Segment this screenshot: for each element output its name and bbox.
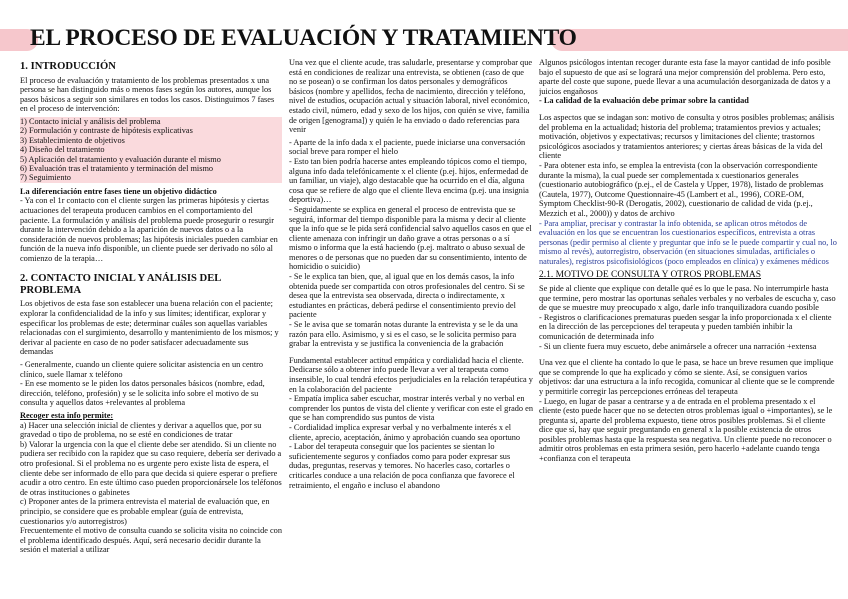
phase-item: 3) Establecimiento de objetivos: [20, 136, 282, 145]
phase-item: 6) Evaluación tras el tratamiento y terminación del mismo: [20, 164, 282, 173]
diff-title: La diferenciación entre fases tiene un objetivo didáctico: [20, 186, 217, 196]
col2-paragraph: Fundamental establecer actitud empática y cordialidad hacia el cliente. Dedicarse sólo a obtener info puede llevar a ver al terapeuta como insensible, lo cual tendrá efectos perjudiciales en la relación terapéutica y en la colaboración del paciente: [289, 355, 533, 394]
column-2: [289, 58, 533, 596]
phase-item: 5) Aplicación del tratamiento y evaluación durante el mismo: [20, 155, 282, 164]
col2-paragraph: - Se le explica tan bien, que, al igual que en los demás casos, la info obtenida puede ser compartida con otros profesionales del centro. Si se desea que la entrevista sea observada, directa o indirectamente, x estudiantes en prácticas, deberá pedirse el consentimiento previo del paciente: [289, 272, 525, 320]
col2-paragraph: - Esto tan bien podría hacerse antes empleando tópicos como el tiempo, alguna info dada telefónicamente x el cliente (p.ej. hijos, enfermedad de un familiar, un viaje), algo destacable que ha ocurrido en el día, alguna cosa que se refiere de algo que el cliente lleva encima (p.ej. una insignia deportiva)…: [289, 156, 529, 205]
section-heading-introduccion: 1. INTRODUCCIÓN: [20, 61, 116, 72]
permite-a: a) Hacer una selección inicial de clientes y derivar a aquellos que, por su gravedad o tipo de problema, no se esté en condiciones de tratar: [20, 420, 262, 440]
title-decoration-right: [551, 29, 848, 51]
phases-list: [20, 117, 282, 183]
phase-item: 7) Seguimiento: [20, 173, 282, 182]
col2-paragraph: - Labor del terapeuta conseguir que los pacientes se sientan lo suficientemente seguros y confiados como para poder expresar sus dudas, preguntas, reservas y temores. No hacerles caso, cortarles o criticarles conduce a una relación de poca confianza que favorece el retraimiento, el engaño e incluso el abandono: [289, 442, 515, 490]
col3-paragraph: - Si un cliente fuera muy escueto, debe animársele a ofrecer una narración +extensa: [539, 341, 817, 351]
section-heading-contacto: 2. CONTACTO INICIAL Y ANÁLISIS DEL PROBLEMA: [20, 273, 221, 296]
diff-paragraph: - Ya con el 1r contacto con el cliente surgen las primeras hipótesis y ciertas actuaciones del terapeuta producen cambios en el comportamiento del paciente. La formulación y análisis del problema puede prosegurir o resurgir durante la intervención debido a la aparición de nuevos datos o a la consideración de nuevos problemas; las hipótesis iniciales pueden cambiar en función de la nueva info disponible, un cliente puede ser derivado no sólo al comienzo de la terapia…: [20, 196, 278, 263]
col3-paragraph: - Para ampliar, precisar y contrastar la info obtenida, se aplican otros métodos de evaluación en los que se encuentran los cuestionarios específicos, entrevista a otras personas (pedir permiso al cliente y preguntar que info se le puede compartir y cual no, lo mismo al revés), autorregistro, observación (en situaciones simuladas, artificiales o naturales), registros psicofisiológicos (poco empleados en clínica) y exámenes médicos: [539, 218, 837, 266]
objectives-paragraph: Los objetivos de esta fase son establecer una buena relación con el paciente; explorar la confidencialidad de la info y sus límites; identificar, explorar y especificar los problemas de este; determinar cuáles son aquellas variables relacionadas con el surgimiento, desarrollo y mantenimiento de los mismos; y derivar al paciente en caso de no poder satisfacer adecuadamente sus demandas: [20, 299, 279, 357]
col3-paragraph: - Registros o clarificaciones prematuras pueden sesgar la info proporcionada x el cliente en la dirección de las percepciones del terapeuta y pueden también inhibir la comunicación de determinada info: [539, 312, 832, 341]
general-paragraph: - Generalmente, cuando un cliente quiere solicitar asistencia en un centro clínico, suele llamar x teléfono: [20, 360, 264, 379]
col2-paragraph: - Empatía implica saber escuchar, mostrar interés verbal y no verbal en comprender los puntos de vista del cliente y verificar con este el grado en que se han comprendido sus puntos de vista: [289, 394, 533, 423]
col2-paragraph: - Cordialidad implica expresar verbal y no verbalmente interés x el cliente, aprecio, aceptación, ánimo y aprobación cuando sea oportuno: [289, 422, 521, 442]
permite-c: c) Proponer antes de la primera entrevista el material de evaluación que, en principio, se considere que es probable emplear (guía de entrevista, cuestionarios y/o autorregistros): [20, 497, 270, 526]
intro-paragraph: El proceso de evaluación y tratamiento de los problemas presentados x una persona se han distinguido más o menos fases según los autores, aunque los pasos básicos a seguir son similares en todos los casos. Distinguimos 7 fases en el proceso de intervención:: [20, 75, 275, 114]
col3-paragraph: Los aspectos que se indagan son: motivo de consulta y otros posibles problemas; análisis del problema en la actualidad; historia del problema; tratamientos previos y actuales; motivación, objetivos y expectativas; recursos y limitaciones del cliente; trastornos psicológicos asociados y tratamientos anteriores; y ciertas áreas básicas de la vida del cliente: [539, 112, 835, 161]
col3-paragraph: Una vez que el cliente ha contado lo que le pasa, se hace un breve resumen que implique que se comprende lo que ha explicado y cómo se siente. Así, se consiguen varios objetivos: dar una estructura a la info recogida, comunicar al cliente que se le comprende y permitirle corregir las percepciones erróneas del terapeuta: [539, 358, 835, 396]
frecuente-paragraph: Frecuentemente el motivo de consulta cuando se solicita visita no coincide con el problema identificado después. Aquí, será necesario decidir durante la sesión el material a utilizar: [20, 526, 282, 555]
column-3: [539, 58, 837, 596]
column-1: [20, 58, 282, 596]
col3-highlight: - La calidad de la evaluación debe primar sobre la cantidad: [539, 96, 749, 106]
subsection-heading-motivo: 2.1. MOTIVO DE CONSULTA Y OTROS PROBLEMAS: [539, 270, 761, 281]
recoger-title: Recoger esta info permite:: [20, 411, 114, 420]
col2-paragraph: - Aparte de la info dada x el paciente, puede iniciarse una conversación social breve para romper el hielo: [289, 137, 526, 157]
col2-paragraph: Una vez que el cliente acude, tras saludarle, presentarse y comprobar que está en condiciones de realizar una entrevista, se obtienen (caso de que no se posean) o se confirman los datos personales y demográficos básicos (nombre y apellidos, fecha de nacimiento, dirección y teléfono, nivel de estudios, ocupación actual y situación laboral, nivel económico, estado civil, número, edad y sexo de los hijos, con quién se vive, familia de origen [genograma]) y quién le ha enviado o dado referencias para venir: [289, 58, 533, 135]
page-title: EL PROCESO DE EVALUACIÓN Y TRATAMIENTO: [30, 25, 577, 51]
col2-paragraph: - Seguidamente se explica en general el proceso de entrevista que se seguirá, informar del tiempo disponible para la misma y decir al cliente que la info que se le pida será confidencial salvo aquellos casos en que el cliente amenaza con infringir un daño grave a otras personas o a sí mismo o informa que la está haciendo (p.ej. maltrato o abuso sexual de menores o de personas que no pueden dar su consentimiento, intento de homicidio o suicidio): [289, 204, 532, 272]
phase-item: 2) Formulación y contraste de hipótesis explicativas: [20, 126, 282, 135]
permite-b: b) Valorar la urgencia con la que el cliente debe ser atendido. Si un cliente no pudiera ser recibido con la rapidez que su caso requiere, debería ser derivado a otro profesional. Si el problema no es urgente pero existe lista de espera, el cliente debe ser informado de ello para que decida si quiere esperar o prefiere acudir a otro centro. En este último caso pueden proporcionársele los teléfonos de otras instituciones o gabinetes: [20, 439, 282, 497]
col2-paragraph: - Se le avisa que se tomarán notas durante la entrevista y se le da una razón para ello. Asimismo, y si es el caso, se le solicita permiso para grabar la entrevista y se justifica la conveniencia de la grabación: [289, 320, 518, 349]
recogen-paragraph: - En ese momento se le piden los datos personales básicos (nombre, edad, dirección, teléfono, profesión) y se le solicita info sobre el motivo de su consulta y aquellos datos +relevantes al problema: [20, 379, 265, 408]
col3-paragraph: Se pide al cliente que explique con detalle qué es lo que le pasa. No interrumpirle hasta que termine, pero mostrar las oportunas señales verbales y no verbales de escucha y, caso de que se muestre muy preocupado x algo, darle info tranquilizadora cuando posible: [539, 283, 836, 313]
col3-paragraph: Algunos psicólogos intentan recoger durante esta fase la mayor cantidad de info posible bajo el supuesto de que así se logrará una mejor comprensión del problema. Pero esto, aparte del coste que supone, puede llevar a una acumulación desorganizada de datos y a juicios engañosos: [539, 58, 831, 96]
col3-paragraph: - Para obtener esta info, se emplea la entrevista (con la observación correspondiente durante la misma), la cual puede ser complementada x cuestionarios generales (cuestionario autobiográfico (p.ej., el de Castela y Upper, 1978), listado de problemas (Cautela, 1977), Outcome Questionnaire-45 (Lambert et al., 1996), CORE-OM, Symptom Checklist-90-R (Derogatis, 2002), cuestionario de calidad de vida (p.ej., Mezzich et al., 2000)) y datos de archivo: [539, 160, 824, 218]
col3-paragraph: - Luego, en lugar de pasar a centrarse y a de entrada en el problema presentado x el cliente (esto puede hacer que no se detecten otros problemas igual o +importantes), se le pregunta si, aparte del problema expuesto, tiene otros posibles problemas. Si el cliente dice que sí, hay que seguir preguntando en general x la posible existencia de otros posibles problemas hasta que la respuesta sea negativa. Un cliente puede no reconocer o admitir otros problemas en esta primera sesión, pero hacerlo +adelante cuando tenga +confianza con el terapeuta: [539, 396, 833, 464]
phase-item: 1) Contacto inicial y análisis del problema: [20, 117, 282, 126]
phase-item: 4) Diseño del tratamiento: [20, 145, 282, 154]
